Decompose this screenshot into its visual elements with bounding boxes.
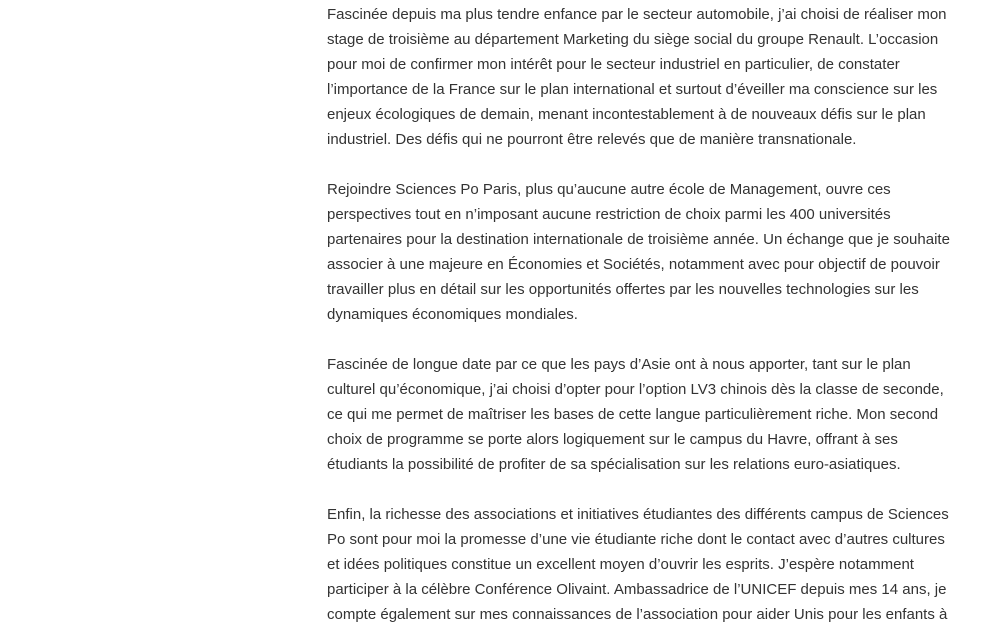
paragraph-3: Fascinée de longue date par ce que les pays d’Asie ont à nous apporter, tant sur le plan culturel qu’économique, j’ai choisi d’opter pour l’option LV3 chinois dès la classe de seconde, ce qui me permet de maîtriser les bases de cette langue particulièrement riche. Mon second choix de programme se porte alors logiquement sur le campus du Havre, offrant à ses étudiants la possibilité de profiter de sa spécialisation sur les relations euro-asiatiques. bbox=[327, 356, 944, 473]
paragraph-2: Rejoindre Sciences Po Paris, plus qu’aucune autre école de Management, ouvre ces perspectives tout en n’imposant aucune restriction de choix parmi les 400 universités partenaires pour la destination internationale de troisième année. Un échange que je souhaite associer à une majeure en Économies et Sociétés, notamment avec pour objectif de pouvoir travailler plus en détail sur les opportunités offertes par les nouvelles technologies sur les dynamiques économiques mondiales. bbox=[327, 181, 950, 323]
paragraph-4: Enfin, la richesse des associations et initiatives étudiantes des différents campus de Sciences Po sont pour moi la promesse d’une vie étudiante riche dont le contact avec d’autres cultures et idées politiques constitue un excellent moyen d’ouvrir les esprits. J’espère notamment participer à la célèbre Conférence Olivaint. Ambassadrice de l’UNICEF depuis mes 14 ans, je compte également sur mes connaissances de l’association pour aider Unis pour les enfants à bbox=[327, 506, 949, 623]
paragraph-1: Fascinée depuis ma plus tendre enfance par le secteur automobile, j’ai choisi de réaliser mon stage de troisième au département Marketing du siège social du groupe Renault. L’occasion pour moi de confirmer mon intérêt pour le secteur industriel en particulier, de constater l’importance de la France sur le plan international et surtout d’éveiller ma conscience sur les enjeux écologiques de demain, menant incontestablement à de nouveaux défis sur le plan industriel. Des défis qui ne pourront être relevés que de manière transnationale. bbox=[327, 6, 947, 148]
article-body bbox=[327, 2, 955, 630]
